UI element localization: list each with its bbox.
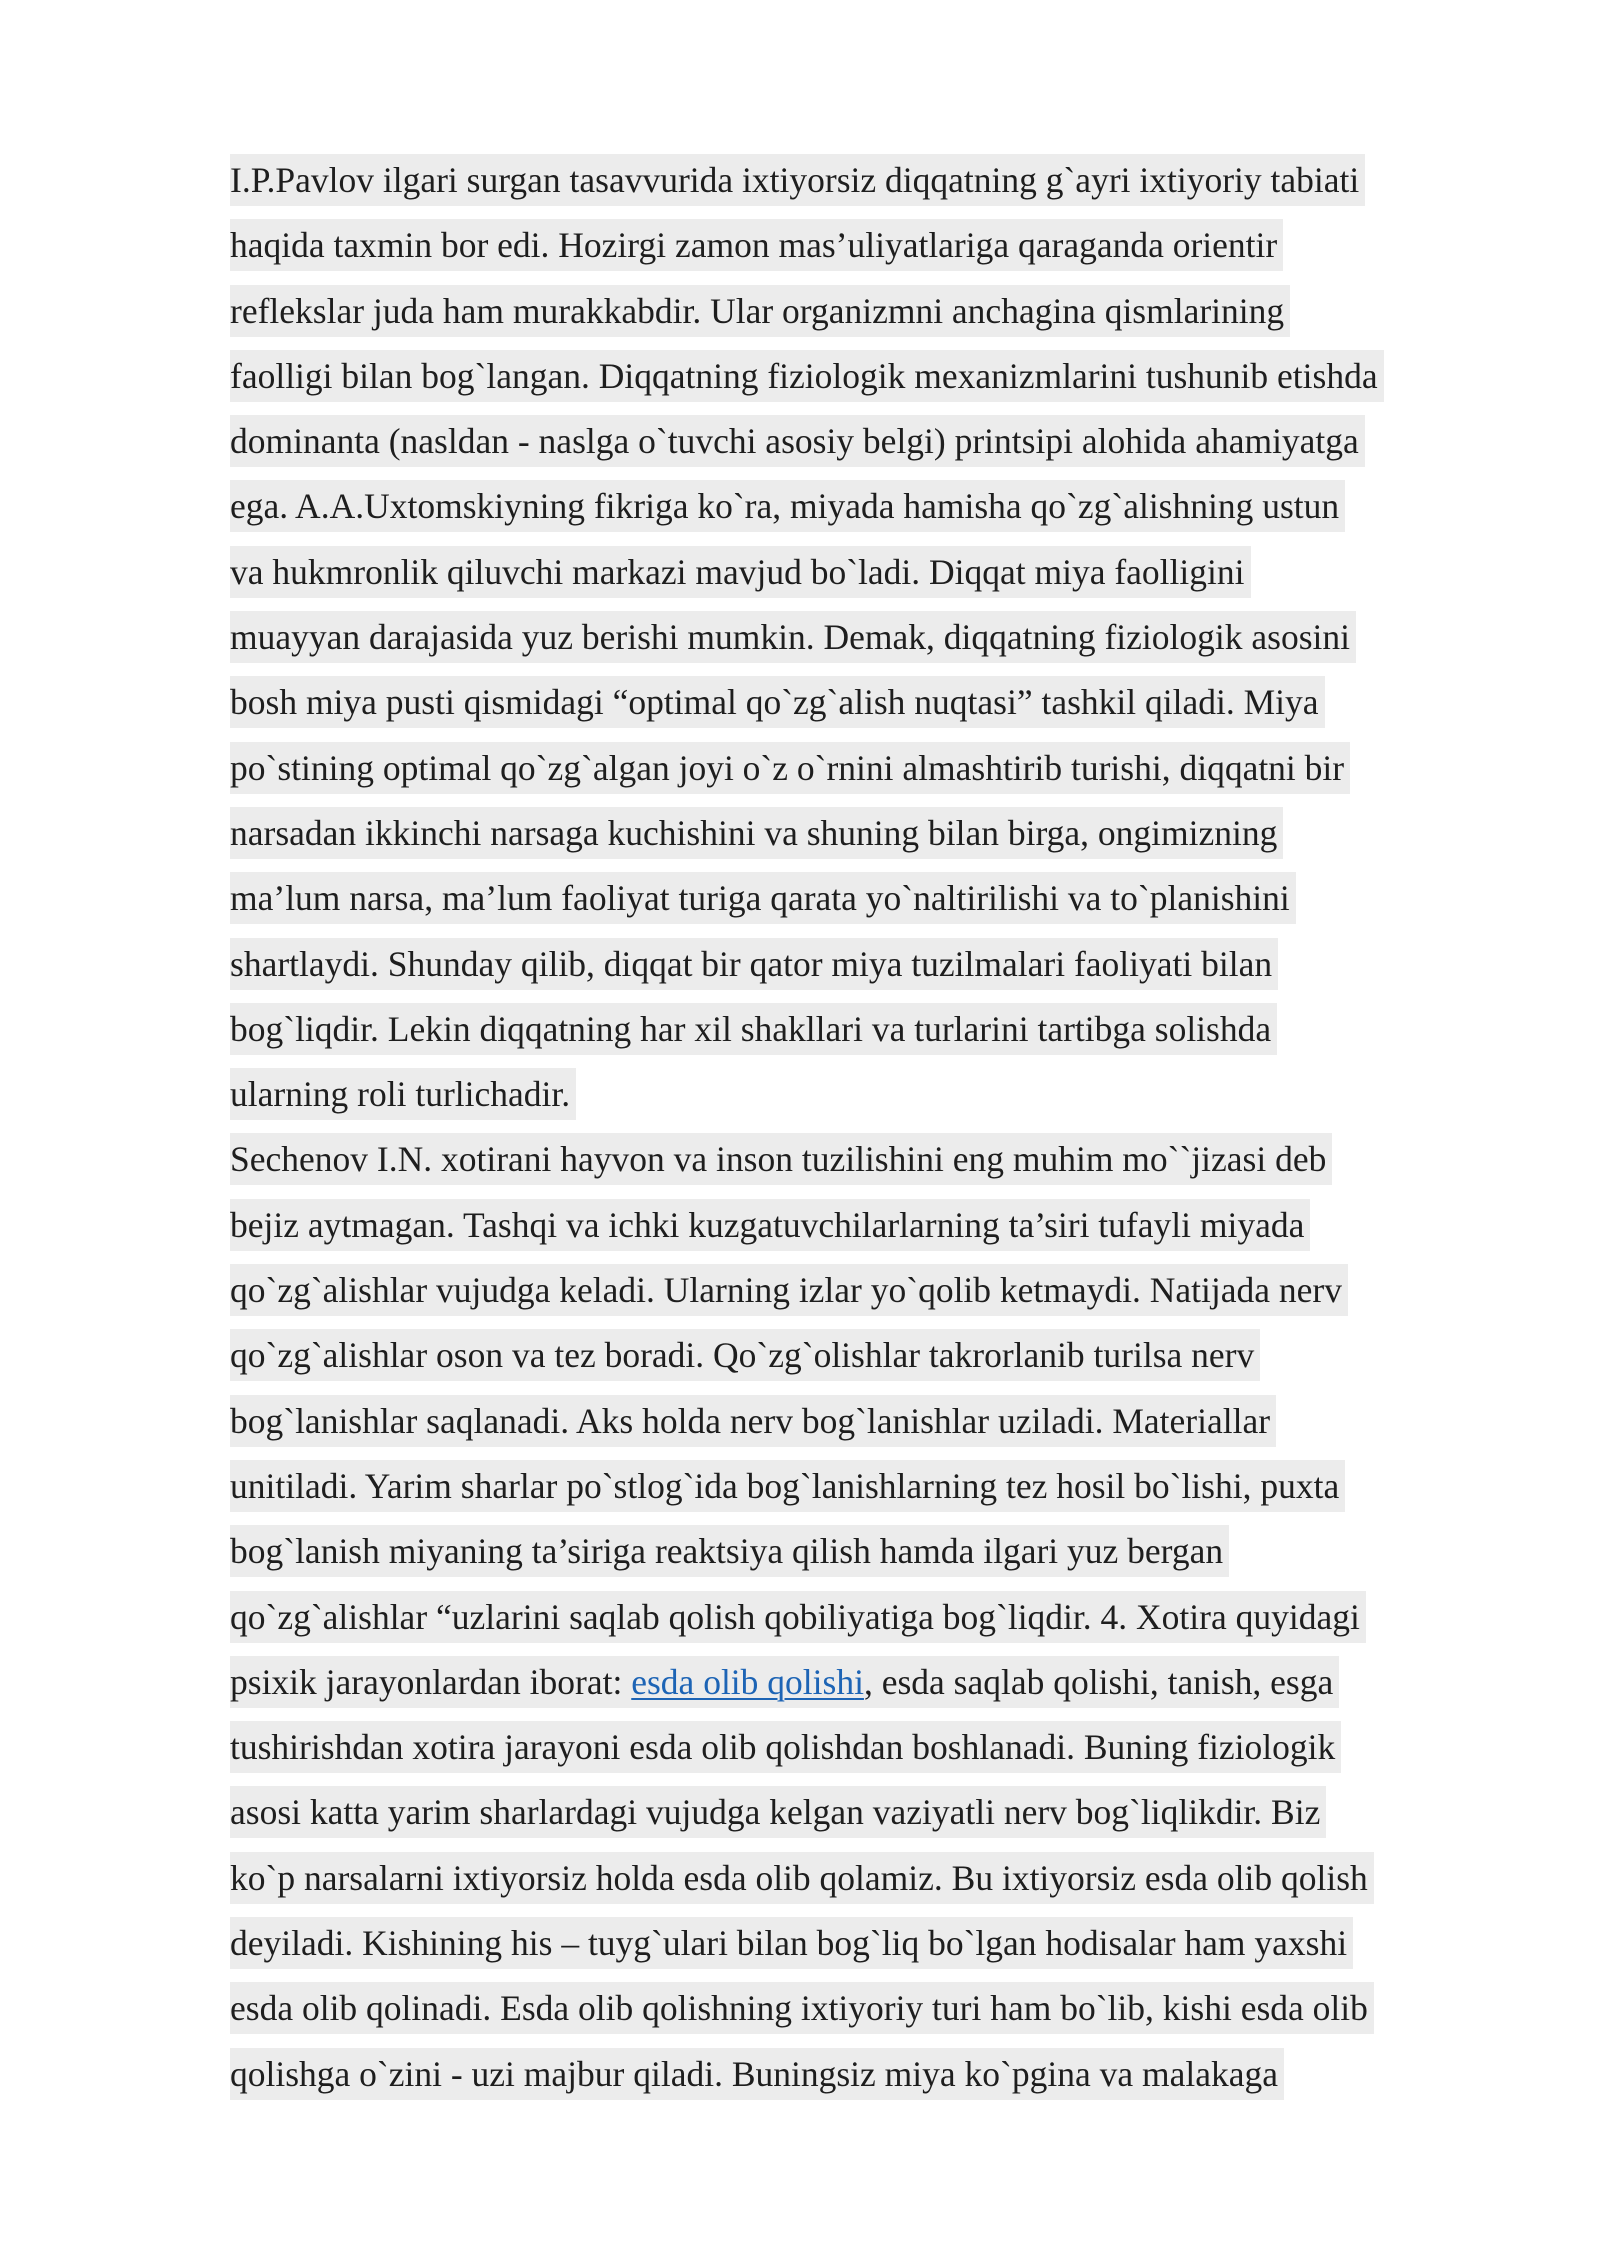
text-line: po`stining optimal qo`zg`algan joyi o`z o`rnini almashtirib turishi, diqqatni bir (230, 736, 1520, 801)
link-line-before: psixik jarayonlardan iborat: (230, 1661, 632, 1702)
text-line: faolligi bilan bog`langan. Diqqatning fiziologik mexanizmlarini tushunib etishda (230, 344, 1520, 409)
text-line: ma’lum narsa, ma’lum faoliyat turiga qarata yo`naltirilishi va to`planishini (230, 866, 1520, 931)
text-line: asosi katta yarim sharlardagi vujudga kelgan vaziyatli nerv bog`liqlikdir. Biz (230, 1780, 1520, 1845)
text-line: ularning roli turlichadir. (230, 1062, 1520, 1127)
text-line: qo`zg`alishlar vujudga keladi. Ularning izlar yo`qolib ketmaydi. Natijada nerv (230, 1258, 1520, 1323)
text-line: qo`zg`alishlar oson va tez boradi. Qo`zg`olishlar takrorlanib turilsa nerv (230, 1323, 1520, 1388)
text-line: muayyan darajasida yuz berishi mumkin. Demak, diqqatning fiziologik asosini (230, 605, 1520, 670)
text-line: unitiladi. Yarim sharlar po`stlog`ida bog`lanishlarning tez hosil bo`lishi, puxta (230, 1454, 1520, 1519)
text-line: Sechenov I.N. xotirani hayvon va inson tuzilishini eng muhim mo``jizasi deb (230, 1127, 1520, 1192)
text-line: bog`liqdir. Lekin diqqatning har xil shakllari va turlarini tartibga solishda (230, 997, 1520, 1062)
text-line: I.P.Pavlov ilgari surgan tasavvurida ixtiyorsiz diqqatning g`ayri ixtiyoriy tabiati (230, 148, 1520, 213)
text-line: deyiladi. Kishining his – tuyg`ulari bilan bog`liq bo`lgan hodisalar ham yaxshi (230, 1911, 1520, 1976)
body-text (230, 148, 1520, 2107)
text-line: haqida taxmin bor edi. Hozirgi zamon mas’uliyatlariga qaraganda orientir (230, 213, 1520, 278)
text-line: qolishga o`zini - uzi majbur qiladi. Buningsiz miya ko`pgina va malakaga (230, 2042, 1520, 2107)
link-line-after: , esda saqlab qolishi, tanish, esga (863, 1661, 1334, 1702)
esda-olib-qolishi-link[interactable]: esda olib qolishi (631, 1661, 864, 1702)
text-line: va hukmronlik qiluvchi markazi mavjud bo`ladi. Diqqat miya faolligini (230, 540, 1520, 605)
text-line: narsadan ikkinchi narsaga kuchishini va shuning bilan birga, ongimizning (230, 801, 1520, 866)
text-line: bejiz aytmagan. Tashqi va ichki kuzgatuvchilarlarning ta’siri tufayli miyada (230, 1193, 1520, 1258)
text-line: reflekslar juda ham murakkabdir. Ular organizmni anchagina qismlarining (230, 279, 1520, 344)
text-line: shartlaydi. Shunday qilib, diqqat bir qator miya tuzilmalari faoliyati bilan (230, 932, 1520, 997)
text-line: bog`lanish miyaning ta’siriga reaktsiya qilish hamda ilgari yuz bergan (230, 1519, 1520, 1584)
text-line: bog`lanishlar saqlanadi. Aks holda nerv bog`lanishlar uziladi. Materiallar (230, 1389, 1520, 1454)
text-line: qo`zg`alishlar “uzlarini saqlab qolish qobiliyatiga bog`liqdir. 4. Xotira quyidagi (230, 1585, 1520, 1650)
text-line: bosh miya pusti qismidagi “optimal qo`zg`alish nuqtasi” tashkil qiladi. Miya (230, 670, 1520, 735)
text-line: tushirishdan xotira jarayoni esda olib qolishdan boshlanadi. Buning fiziologik (230, 1715, 1520, 1780)
text-line-with-link (230, 1650, 1520, 1715)
text-line: dominanta (nasldan - naslga o`tuvchi asosiy belgi) printsipi alohida ahamiyatga (230, 409, 1520, 474)
text-line: esda olib qolinadi. Esda olib qolishning ixtiyoriy turi ham bo`lib, kishi esda olib (230, 1976, 1520, 2041)
text-line: ko`p narsalarni ixtiyorsiz holda esda olib qolamiz. Bu ixtiyorsiz esda olib qolish (230, 1846, 1520, 1911)
text-line: ega. A.A.Uxtomskiyning fikriga ko`ra, miyada hamisha qo`zg`alishning ustun (230, 474, 1520, 539)
